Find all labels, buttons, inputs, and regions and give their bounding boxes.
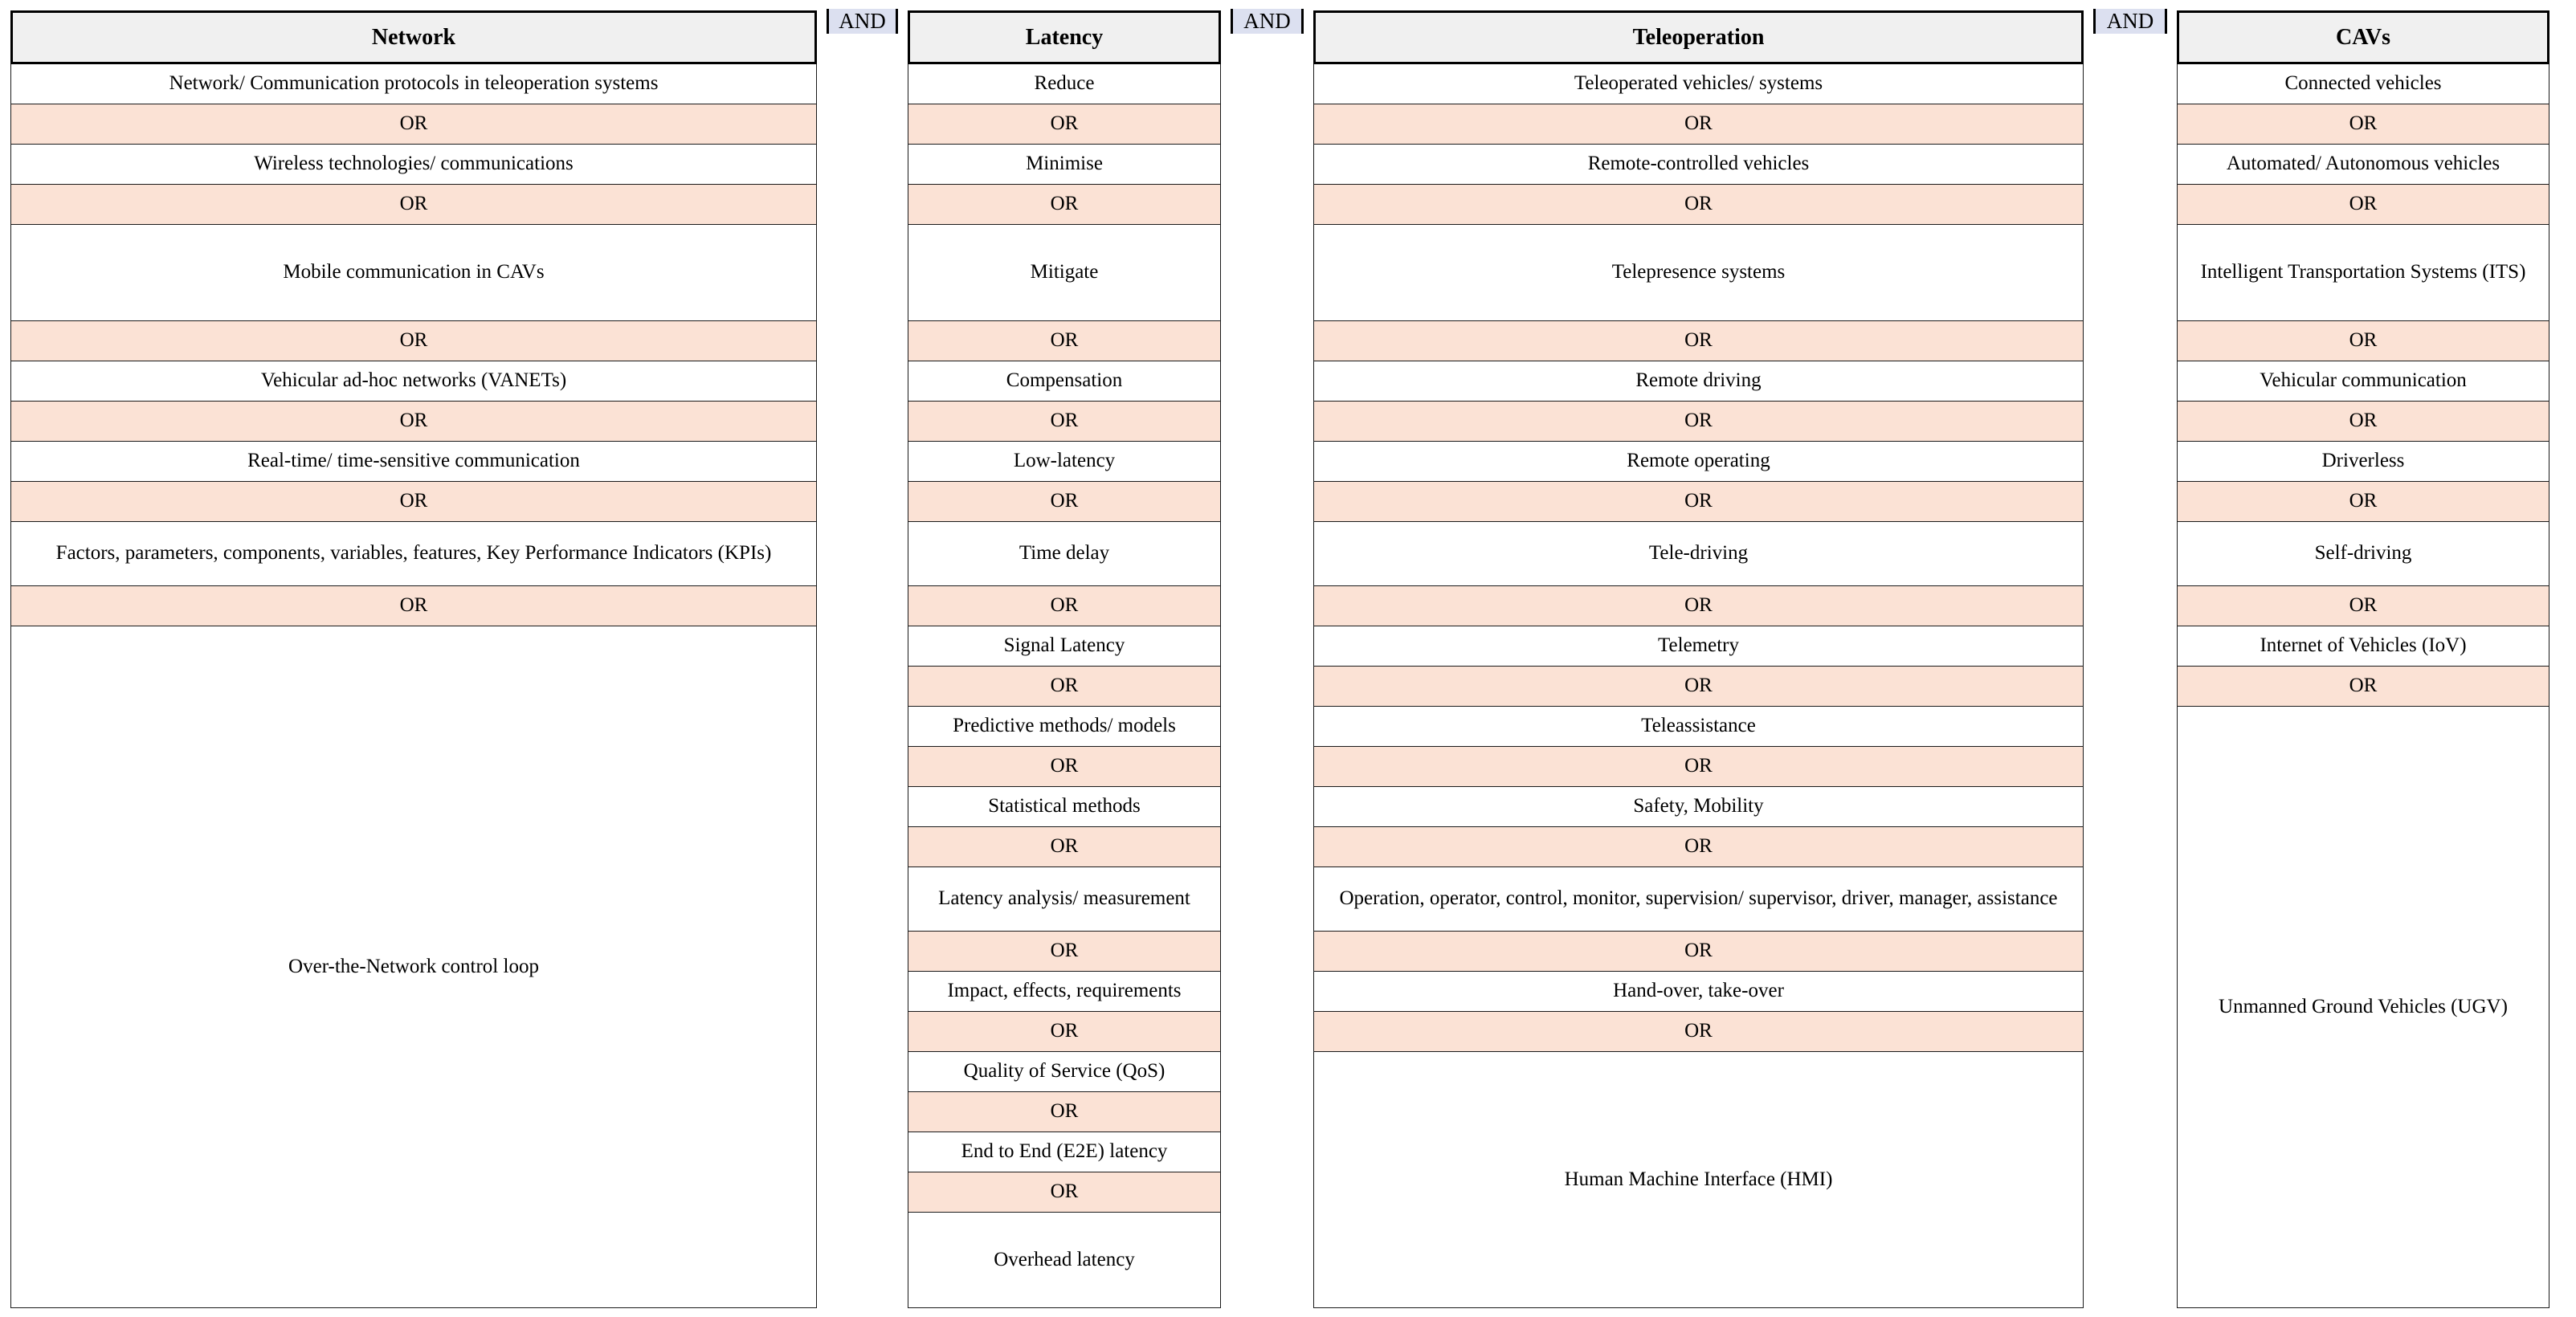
term-cell: Predictive methods/ models xyxy=(908,707,1220,747)
term-cell: Latency analysis/ measurement xyxy=(908,867,1220,932)
or-connector-cell: OR xyxy=(11,104,816,145)
term-cell: Automated/ Autonomous vehicles xyxy=(2178,145,2549,185)
term-cell: Hand-over, take-over xyxy=(1314,972,2083,1012)
term-cell: Signal Latency xyxy=(908,626,1220,667)
or-connector-cell: OR xyxy=(1314,185,2083,225)
term-cell: Remote driving xyxy=(1314,361,2083,402)
and-connector: AND xyxy=(827,9,898,34)
concept-column-latency xyxy=(908,10,1221,1308)
column-cavs xyxy=(2167,0,2560,1317)
term-cell: Internet of Vehicles (IoV) xyxy=(2178,626,2549,667)
or-connector-cell: OR xyxy=(11,185,816,225)
term-cell: Unmanned Ground Vehicles (UGV) xyxy=(2178,707,2549,1307)
or-connector-cell: OR xyxy=(1314,827,2083,867)
term-cell: End to End (E2E) latency xyxy=(908,1132,1220,1172)
term-cell: Teleoperated vehicles/ systems xyxy=(1314,64,2083,104)
or-connector-cell: OR xyxy=(1314,1012,2083,1052)
or-connector-cell: OR xyxy=(908,1172,1220,1213)
term-cell: Human Machine Interface (HMI) xyxy=(1314,1052,2083,1307)
term-cell: Overhead latency xyxy=(908,1213,1220,1307)
term-cell: Remote-controlled vehicles xyxy=(1314,145,2083,185)
term-cell: Time delay xyxy=(908,522,1220,586)
and-connector: AND xyxy=(2093,9,2167,34)
term-cell: Safety, Mobility xyxy=(1314,787,2083,827)
column-network xyxy=(0,0,827,1317)
connector-column-3 xyxy=(2093,0,2167,1317)
column-body-cavs xyxy=(2177,64,2549,1308)
column-header-cavs: CAVs xyxy=(2177,10,2549,64)
or-connector-cell: OR xyxy=(908,185,1220,225)
term-cell: Driverless xyxy=(2178,442,2549,482)
column-header-latency: Latency xyxy=(908,10,1221,64)
or-connector-cell: OR xyxy=(2178,104,2549,145)
or-connector-cell: OR xyxy=(908,586,1220,626)
or-connector-cell: OR xyxy=(908,482,1220,522)
term-cell: Vehicular communication xyxy=(2178,361,2549,402)
or-connector-cell: OR xyxy=(2178,667,2549,707)
term-cell: Mobile communication in CAVs xyxy=(11,225,816,321)
column-body-teleoperation xyxy=(1313,64,2084,1308)
or-connector-cell: OR xyxy=(11,586,816,626)
column-body-network xyxy=(10,64,817,1308)
concept-column-network xyxy=(10,10,817,1308)
or-connector-cell: OR xyxy=(908,321,1220,361)
term-cell: Telemetry xyxy=(1314,626,2083,667)
column-teleoperation xyxy=(1304,0,2093,1317)
or-connector-cell: OR xyxy=(1314,482,2083,522)
term-cell: Self-driving xyxy=(2178,522,2549,586)
or-connector-cell: OR xyxy=(11,321,816,361)
or-connector-cell: OR xyxy=(1314,932,2083,972)
or-connector-cell: OR xyxy=(2178,185,2549,225)
column-header-network: Network xyxy=(10,10,817,64)
or-connector-cell: OR xyxy=(1314,667,2083,707)
or-connector-cell: OR xyxy=(908,667,1220,707)
term-cell: Intelligent Transportation Systems (ITS) xyxy=(2178,225,2549,321)
term-cell: Statistical methods xyxy=(908,787,1220,827)
or-connector-cell: OR xyxy=(908,1092,1220,1132)
or-connector-cell: OR xyxy=(1314,104,2083,145)
concept-column-teleoperation xyxy=(1313,10,2084,1308)
column-body-latency xyxy=(908,64,1221,1308)
term-cell: Reduce xyxy=(908,64,1220,104)
column-header-teleoperation: Teleoperation xyxy=(1313,10,2084,64)
connector-column-1 xyxy=(827,0,898,1317)
term-cell: Vehicular ad-hoc networks (VANETs) xyxy=(11,361,816,402)
or-connector-cell: OR xyxy=(908,747,1220,787)
or-connector-cell: OR xyxy=(2178,321,2549,361)
term-cell: Mitigate xyxy=(908,225,1220,321)
term-cell: Minimise xyxy=(908,145,1220,185)
column-latency xyxy=(898,0,1231,1317)
or-connector-cell: OR xyxy=(2178,482,2549,522)
or-connector-cell: OR xyxy=(908,1012,1220,1052)
term-cell: Network/ Communication protocols in teleoperation systems xyxy=(11,64,816,104)
term-cell: Connected vehicles xyxy=(2178,64,2549,104)
term-cell: Wireless technologies/ communications xyxy=(11,145,816,185)
concept-column-cavs xyxy=(2177,10,2549,1308)
or-connector-cell: OR xyxy=(11,402,816,442)
term-cell: Over-the-Network control loop xyxy=(11,626,816,1307)
connector-column-2 xyxy=(1231,0,1304,1317)
term-cell: Operation, operator, control, monitor, supervision/ supervisor, driver, manager, assistance xyxy=(1314,867,2083,932)
or-connector-cell: OR xyxy=(1314,402,2083,442)
term-cell: Factors, parameters, components, variables, features, Key Performance Indicators (KPIs) xyxy=(11,522,816,586)
term-cell: Teleassistance xyxy=(1314,707,2083,747)
or-connector-cell: OR xyxy=(11,482,816,522)
term-cell: Remote operating xyxy=(1314,442,2083,482)
or-connector-cell: OR xyxy=(1314,747,2083,787)
term-cell: Compensation xyxy=(908,361,1220,402)
and-connector: AND xyxy=(1231,9,1304,34)
or-connector-cell: OR xyxy=(908,402,1220,442)
or-connector-cell: OR xyxy=(908,827,1220,867)
or-connector-cell: OR xyxy=(1314,321,2083,361)
term-cell: Telepresence systems xyxy=(1314,225,2083,321)
term-cell: Low-latency xyxy=(908,442,1220,482)
term-cell: Tele-driving xyxy=(1314,522,2083,586)
or-connector-cell: OR xyxy=(908,932,1220,972)
or-connector-cell: OR xyxy=(908,104,1220,145)
or-connector-cell: OR xyxy=(2178,586,2549,626)
or-connector-cell: OR xyxy=(1314,586,2083,626)
or-connector-cell: OR xyxy=(2178,402,2549,442)
term-cell: Impact, effects, requirements xyxy=(908,972,1220,1012)
term-cell: Real-time/ time-sensitive communication xyxy=(11,442,816,482)
term-cell: Quality of Service (QoS) xyxy=(908,1052,1220,1092)
